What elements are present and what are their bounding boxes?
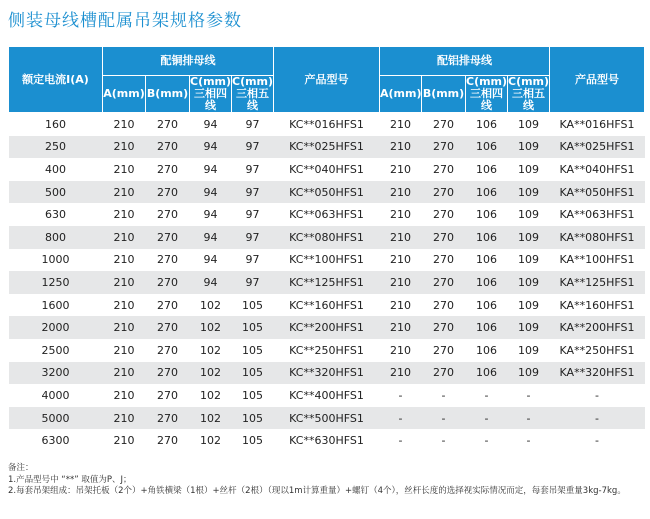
cell-current: 160 <box>45 117 66 131</box>
cell-al-b: 270 <box>422 136 466 159</box>
cell-al-c5: - <box>508 407 550 430</box>
notes-heading: 备注： <box>8 463 34 473</box>
cell-cu-a: 210 <box>113 388 135 402</box>
cell-cu-c5: 105 <box>232 407 274 430</box>
cell-cu-b: 270 <box>157 208 178 222</box>
cell-al-b: - <box>441 434 446 448</box>
table-row <box>9 339 645 362</box>
cell-al-c4: 106 <box>476 117 497 131</box>
cell-cu-c5: 105 <box>242 298 263 312</box>
cell-al-c5: 109 <box>508 136 550 159</box>
cell-cu-c4: 94 <box>190 136 232 159</box>
cell-al-a: 210 <box>380 136 422 159</box>
table-row <box>9 136 645 159</box>
header-aluminum-group: 配铝排母线 <box>380 47 550 76</box>
cell-al-c5: 109 <box>518 253 539 267</box>
header-al-c5 <box>508 76 550 113</box>
cell-cu-b: 270 <box>146 181 190 204</box>
cell-al-b: 270 <box>422 316 466 339</box>
cell-al-a: - <box>398 388 403 402</box>
header-cu-c5 <box>232 76 274 113</box>
cell-al-b: 270 <box>433 298 454 312</box>
cell-al-model: KA**200HFS1 <box>550 316 645 339</box>
table-row <box>9 181 645 204</box>
table-row <box>9 158 645 181</box>
cell-cu-model: KC**025HFS1 <box>274 136 380 159</box>
cell-cu-b: 270 <box>146 362 190 385</box>
cell-cu-b: 270 <box>146 271 190 294</box>
header-al-c5-line1: C(mm) <box>508 75 550 88</box>
page-title: 侧装母线槽配属吊架规格参数 <box>8 11 242 31</box>
spec-table-body <box>9 113 645 452</box>
table-row <box>9 113 645 136</box>
cell-al-c4: 106 <box>466 271 508 294</box>
notes-line-2: 2.每套吊架组成：吊架托板（2个）+角铁横梁（1根）+丝杆（2根）（现以1m计算重量）+螺钉（4个），丝杆长度的选择视实际情况而定，每套吊架重量3kg-7kg。 <box>8 486 626 496</box>
cell-cu-c4: 94 <box>203 253 218 267</box>
header-al-c4-line2: 三相四线 <box>470 87 503 112</box>
cell-al-a: 210 <box>380 271 422 294</box>
cell-cu-c4: 94 <box>190 226 232 249</box>
cell-cu-model: KC**050HFS1 <box>274 181 380 204</box>
cell-al-c4: - <box>484 434 489 448</box>
cell-cu-model: KC**400HFS1 <box>289 388 364 402</box>
cell-cu-c5: 105 <box>242 343 263 357</box>
cell-current: 4000 <box>41 388 70 402</box>
cell-cu-a: 210 <box>103 407 146 430</box>
cell-al-a: 210 <box>390 253 411 267</box>
cell-al-c5: 109 <box>518 298 539 312</box>
spec-table <box>8 46 645 452</box>
cell-cu-c4: 94 <box>190 271 232 294</box>
header-row-1 <box>9 47 645 76</box>
cell-cu-b: 270 <box>146 136 190 159</box>
cell-al-b: 270 <box>422 226 466 249</box>
cell-cu-a: 210 <box>103 316 146 339</box>
cell-al-b: 270 <box>433 117 454 131</box>
cell-current: 1000 <box>41 253 70 267</box>
cell-al-a: 210 <box>380 226 422 249</box>
cell-current: 5000 <box>9 407 103 430</box>
cell-current: 1600 <box>41 298 70 312</box>
cell-al-c5: 109 <box>508 271 550 294</box>
cell-al-a: 210 <box>390 162 411 176</box>
cell-al-b: 270 <box>433 162 454 176</box>
header-cu-a: A(mm) <box>103 76 146 113</box>
cell-al-model: KA**016HFS1 <box>559 117 635 131</box>
cell-cu-a: 210 <box>113 343 135 357</box>
cell-al-model: KA**063HFS1 <box>559 208 635 222</box>
header-rated-current: 额定电流I(A) <box>9 47 103 113</box>
cell-cu-a: 210 <box>113 208 135 222</box>
cell-cu-a: 210 <box>113 298 135 312</box>
cell-cu-c5: 105 <box>232 316 274 339</box>
cell-cu-model: KC**500HFS1 <box>274 407 380 430</box>
header-al-c4-line1: C(mm) <box>466 75 508 88</box>
cell-al-b: 270 <box>422 271 466 294</box>
cell-al-model: KA**025HFS1 <box>550 136 645 159</box>
table-row <box>9 362 645 385</box>
cell-al-model: - <box>595 434 599 448</box>
cell-cu-c5: 105 <box>242 388 263 402</box>
header-cu-c4-line2: 三相四线 <box>194 87 227 112</box>
cell-cu-model: KC**250HFS1 <box>289 343 364 357</box>
table-row <box>9 271 645 294</box>
cell-al-model: KA**125HFS1 <box>550 271 645 294</box>
cell-cu-b: 270 <box>146 407 190 430</box>
cell-al-model: KA**100HFS1 <box>559 253 635 267</box>
cell-al-b: 270 <box>422 362 466 385</box>
cell-cu-b: 270 <box>157 162 178 176</box>
cell-current: 1250 <box>9 271 103 294</box>
cell-cu-c5: 105 <box>242 434 263 448</box>
cell-al-c5: 109 <box>508 362 550 385</box>
table-row <box>9 429 645 452</box>
table-row <box>9 407 645 430</box>
cell-cu-a: 210 <box>113 253 135 267</box>
cell-cu-b: 270 <box>157 343 178 357</box>
cell-al-model: KA**250HFS1 <box>559 343 635 357</box>
cell-cu-b: 270 <box>157 298 178 312</box>
cell-current: 800 <box>9 226 103 249</box>
cell-al-c4: - <box>466 407 508 430</box>
header-al-b: B(mm) <box>422 76 466 113</box>
table-row <box>9 226 645 249</box>
cell-al-c4: 106 <box>476 253 497 267</box>
cell-al-a: - <box>398 434 403 448</box>
cell-al-b: 270 <box>433 343 454 357</box>
header-aluminum-model: 产品型号 <box>550 47 645 113</box>
cell-cu-model: KC**630HFS1 <box>289 434 364 448</box>
cell-al-c4: 106 <box>466 136 508 159</box>
cell-al-c5: 109 <box>518 343 539 357</box>
cell-al-model: KA**050HFS1 <box>550 181 645 204</box>
cell-al-c4: 106 <box>476 298 497 312</box>
cell-cu-a: 210 <box>103 271 146 294</box>
cell-al-c4: 106 <box>466 226 508 249</box>
cell-cu-b: 270 <box>157 253 178 267</box>
cell-cu-c5: 105 <box>232 362 274 385</box>
cell-al-c5: - <box>526 434 531 448</box>
header-cu-c4-line1: C(mm) <box>190 75 232 88</box>
cell-cu-model: KC**125HFS1 <box>274 271 380 294</box>
cell-cu-c4: 102 <box>190 407 232 430</box>
cell-al-c5: 109 <box>508 181 550 204</box>
cell-cu-c4: 102 <box>190 362 232 385</box>
cell-cu-c4: 102 <box>200 343 221 357</box>
cell-al-c4: 106 <box>466 316 508 339</box>
cell-al-c5: - <box>526 388 531 402</box>
cell-al-a: 210 <box>390 298 411 312</box>
cell-cu-model: KC**200HFS1 <box>274 316 380 339</box>
cell-al-b: - <box>441 388 446 402</box>
cell-cu-model: KC**063HFS1 <box>289 208 364 222</box>
cell-al-a: 210 <box>390 117 411 131</box>
header-cu-c5-line2: 三相五线 <box>236 87 269 112</box>
header-al-c5-line2: 三相五线 <box>512 87 545 112</box>
cell-al-c5: 109 <box>518 117 539 131</box>
cell-al-c4: - <box>484 388 489 402</box>
cell-cu-c5: 97 <box>245 117 260 131</box>
cell-cu-c5: 97 <box>232 226 274 249</box>
cell-al-model: KA**160HFS1 <box>559 298 635 312</box>
cell-cu-a: 210 <box>113 162 135 176</box>
cell-cu-a: 210 <box>113 434 135 448</box>
cell-al-model: - <box>595 388 599 402</box>
cell-al-c5: 109 <box>518 162 539 176</box>
cell-cu-model: KC**016HFS1 <box>289 117 364 131</box>
cell-cu-a: 210 <box>103 181 146 204</box>
cell-cu-b: 270 <box>157 434 178 448</box>
cell-al-c4: 106 <box>466 181 508 204</box>
header-cu-c5-line1: C(mm) <box>232 75 274 88</box>
cell-current: 500 <box>9 181 103 204</box>
cell-cu-c5: 97 <box>245 208 260 222</box>
cell-cu-a: 210 <box>103 226 146 249</box>
cell-cu-a: 210 <box>113 117 135 131</box>
cell-cu-b: 270 <box>146 226 190 249</box>
cell-al-c4: 106 <box>466 362 508 385</box>
cell-al-a: 210 <box>380 362 422 385</box>
cell-cu-c5: 97 <box>232 271 274 294</box>
cell-al-a: 210 <box>390 343 411 357</box>
cell-al-model: - <box>550 407 645 430</box>
cell-current: 400 <box>45 162 66 176</box>
cell-current: 2500 <box>41 343 70 357</box>
cell-cu-c4: 102 <box>190 316 232 339</box>
header-copper-group: 配铜排母线 <box>103 47 274 76</box>
header-al-a: A(mm) <box>380 76 422 113</box>
header-al-c4 <box>466 76 508 113</box>
cell-cu-a: 210 <box>103 136 146 159</box>
cell-al-c4: 106 <box>476 343 497 357</box>
cell-cu-a: 210 <box>103 362 146 385</box>
cell-cu-model: KC**040HFS1 <box>289 162 364 176</box>
cell-current: 6300 <box>41 434 70 448</box>
cell-cu-model: KC**080HFS1 <box>274 226 380 249</box>
cell-current: 250 <box>9 136 103 159</box>
cell-cu-c5: 97 <box>232 181 274 204</box>
notes <box>8 463 626 498</box>
header-cu-c4 <box>190 76 232 113</box>
table-row <box>9 294 645 317</box>
table-row <box>9 249 645 272</box>
cell-al-a: 210 <box>380 181 422 204</box>
cell-cu-c4: 102 <box>200 298 221 312</box>
cell-al-b: 270 <box>433 208 454 222</box>
cell-cu-c4: 94 <box>203 117 218 131</box>
cell-al-c5: 109 <box>508 226 550 249</box>
cell-al-c5: 109 <box>508 316 550 339</box>
cell-al-a: 210 <box>380 316 422 339</box>
table-row <box>9 203 645 226</box>
cell-current: 630 <box>45 208 66 222</box>
cell-current: 2000 <box>9 316 103 339</box>
header-cu-b: B(mm) <box>146 76 190 113</box>
cell-al-c5: 109 <box>518 208 539 222</box>
cell-cu-c4: 94 <box>203 208 218 222</box>
cell-al-b: 270 <box>433 253 454 267</box>
notes-line-1: 1.产品型号中 “**” 取值为P、J； <box>8 474 132 485</box>
cell-cu-model: KC**160HFS1 <box>289 298 364 312</box>
cell-cu-c4: 102 <box>200 388 221 402</box>
cell-cu-model: KC**320HFS1 <box>274 362 380 385</box>
cell-al-c4: 106 <box>476 162 497 176</box>
cell-cu-c4: 94 <box>203 162 218 176</box>
cell-cu-c5: 97 <box>245 253 260 267</box>
cell-cu-model: KC**100HFS1 <box>289 253 364 267</box>
cell-cu-c5: 97 <box>245 162 260 176</box>
cell-al-a: - <box>380 407 422 430</box>
cell-cu-c4: 102 <box>200 434 221 448</box>
cell-al-a: 210 <box>390 208 411 222</box>
cell-cu-b: 270 <box>157 388 178 402</box>
cell-cu-c5: 97 <box>232 136 274 159</box>
cell-cu-b: 270 <box>146 316 190 339</box>
cell-al-model: KA**320HFS1 <box>550 362 645 385</box>
table-row <box>9 316 645 339</box>
cell-al-b: - <box>422 407 466 430</box>
cell-cu-c4: 94 <box>190 181 232 204</box>
header-copper-model: 产品型号 <box>274 47 380 113</box>
cell-current: 3200 <box>9 362 103 385</box>
cell-al-model: KA**080HFS1 <box>550 226 645 249</box>
cell-cu-b: 270 <box>157 117 178 131</box>
table-row <box>9 384 645 407</box>
cell-al-model: KA**040HFS1 <box>559 162 635 176</box>
cell-al-c4: 106 <box>476 208 497 222</box>
cell-al-b: 270 <box>422 181 466 204</box>
